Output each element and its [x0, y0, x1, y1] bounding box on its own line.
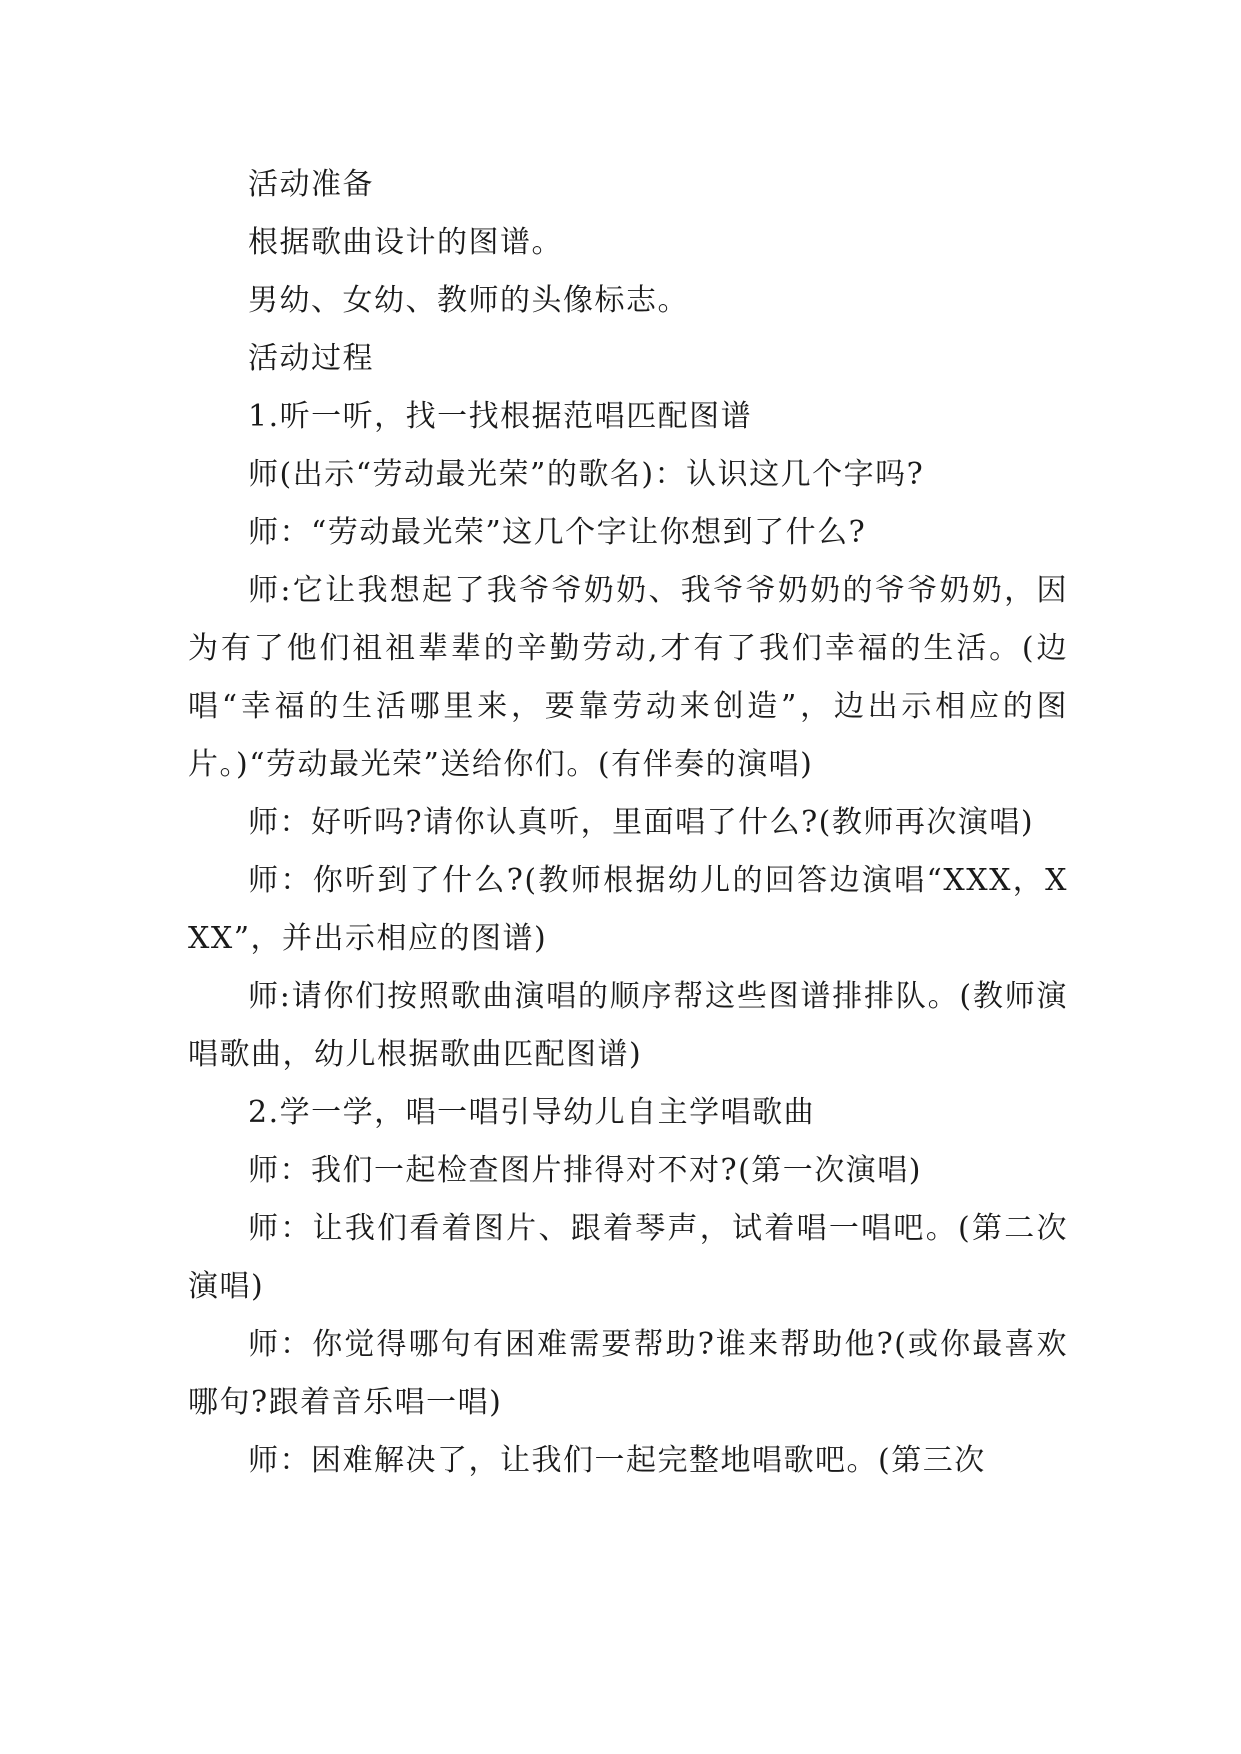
paragraph: 师:它让我想起了我爷爷奶奶、我爷爷奶奶的爷爷奶奶，因为有了他们祖祖辈辈的辛勤劳动,才有了我们幸福的生活。(边唱“幸福的生活哪里来，要靠劳动来创造”，边出示相应的图片。)“劳动最光荣”送给你们。(有伴奏的演唱) [188, 573, 1068, 782]
paragraph: 师：让我们看着图片、跟着琴声，试着唱一唱吧。(第二次演唱) [188, 1211, 1068, 1304]
paragraph: 师：好听吗?请你认真听，里面唱了什么?(教师再次演唱) [248, 805, 1035, 840]
step-heading-1: 1.听一听，找一找根据范唱匹配图谱 [248, 399, 753, 434]
section-heading-process: 活动过程 [248, 341, 374, 376]
section-heading-preparation: 活动准备 [248, 167, 374, 202]
paragraph: 根据歌曲设计的图谱。 [248, 225, 563, 260]
paragraph: 师：你觉得哪句有困难需要帮助?谁来帮助他?(或你最喜欢哪句?跟着音乐唱一唱) [188, 1327, 1068, 1420]
step-heading-2: 2.学一学，唱一唱引导幼儿自主学唱歌曲 [248, 1095, 816, 1130]
paragraph: 师：困难解决了，让我们一起完整地唱歌吧。(第三次 [248, 1443, 986, 1478]
paragraph: 师(出示“劳动最光荣”的歌名)：认识这几个字吗? [248, 457, 925, 492]
document-body [188, 156, 1068, 1490]
paragraph: 师：我们一起检查图片排得对不对?(第一次演唱) [248, 1153, 922, 1188]
paragraph: 师：你听到了什么?(教师根据幼儿的回答边演唱“XXX，XXX”，并出示相应的图谱) [188, 863, 1068, 956]
paragraph: 师：“劳动最光荣”这几个字让你想到了什么? [248, 515, 867, 550]
paragraph: 男幼、女幼、教师的头像标志。 [248, 283, 689, 318]
paragraph: 师:请你们按照歌曲演唱的顺序帮这些图谱排排队。(教师演唱歌曲，幼儿根据歌曲匹配图谱) [188, 979, 1068, 1072]
